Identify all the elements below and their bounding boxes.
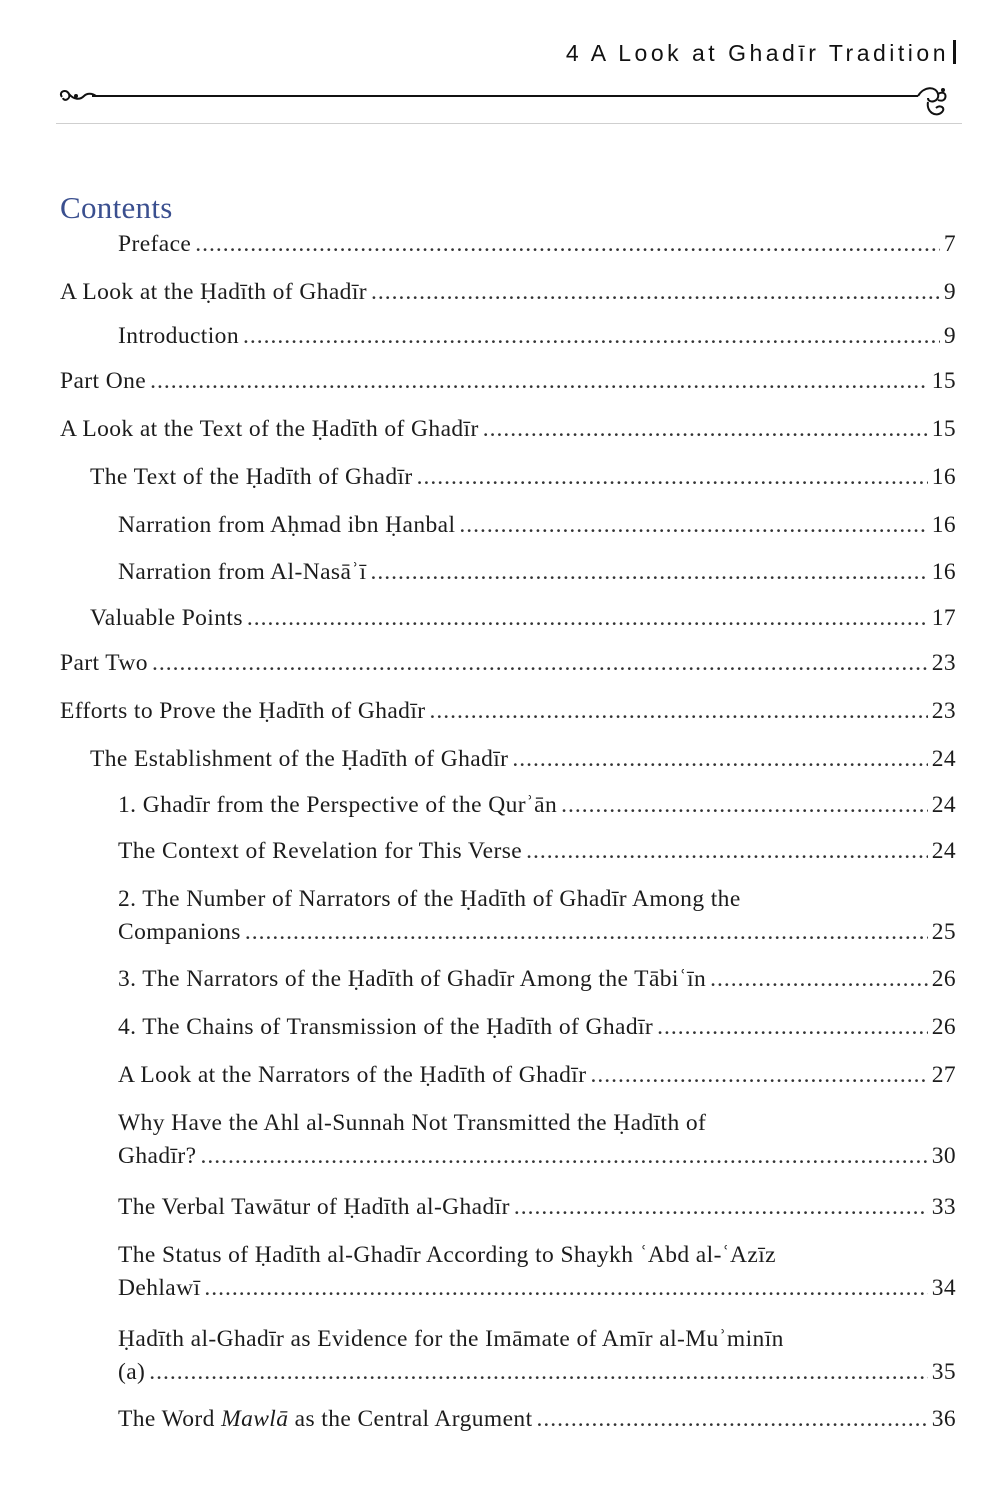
- toc-page-number: 23: [931, 698, 956, 724]
- toc-entry-title: The Verbal Tawātur of Ḥadīth al-Ghadīr: [118, 1194, 510, 1220]
- toc-page-number: 27: [931, 1062, 956, 1088]
- dot-leader: [417, 461, 928, 494]
- toc-entry[interactable]: [118, 556, 956, 589]
- toc-entry[interactable]: [90, 602, 956, 635]
- toc-entry[interactable]: [118, 835, 956, 868]
- toc-entry-title: Valuable Points: [90, 605, 243, 631]
- toc-page-number: 26: [931, 966, 956, 992]
- running-header: [566, 40, 956, 67]
- toc-page-number: 26: [931, 1014, 956, 1040]
- toc-entry[interactable]: [60, 365, 956, 398]
- dot-leader: [370, 556, 927, 589]
- dot-leader: [430, 695, 928, 728]
- toc-entry[interactable]: [118, 1403, 956, 1436]
- dot-leader: [243, 320, 940, 353]
- dot-leader: [657, 1011, 928, 1044]
- dot-leader: [201, 1140, 928, 1173]
- dot-leader: [195, 228, 940, 261]
- dot-leader: [371, 276, 940, 309]
- toc-entry-title: Dehlawī: [118, 1275, 201, 1301]
- dot-leader: [512, 743, 927, 776]
- dot-leader: [526, 835, 928, 868]
- toc-page-number: 24: [931, 792, 956, 818]
- toc-entry-title: Preface: [118, 231, 192, 257]
- toc-page-number: 24: [931, 838, 956, 864]
- toc-entry[interactable]: [60, 647, 956, 680]
- toc-entry-title: 1. Ghadīr from the Perspective of the Qurʾān: [118, 792, 558, 818]
- toc-entry-title: The Text of the Ḥadīth of Ghadīr: [90, 464, 413, 490]
- toc-page-number: 24: [931, 746, 956, 772]
- dot-leader: [710, 963, 928, 996]
- toc-entry-title: Companions: [118, 919, 241, 945]
- toc-entry[interactable]: [118, 1239, 956, 1305]
- toc-entry[interactable]: [118, 963, 956, 996]
- toc-page-number: 15: [931, 416, 956, 442]
- header-divider: [56, 123, 962, 124]
- toc-page-number: 36: [931, 1406, 956, 1432]
- toc-entry-title: Part Two: [60, 650, 148, 676]
- toc-entry[interactable]: [118, 320, 956, 353]
- toc-entry[interactable]: [118, 1191, 956, 1224]
- toc-page-number: 17: [931, 605, 956, 631]
- toc-page-number: 25: [931, 919, 956, 945]
- toc-entry-title: Efforts to Prove the Ḥadīth of Ghadīr: [60, 698, 426, 724]
- toc-entry[interactable]: [118, 1107, 956, 1173]
- dot-leader: [459, 509, 927, 542]
- toc-entry-title: 4. The Chains of Transmission of the Ḥadīth of Ghadīr: [118, 1014, 654, 1040]
- toc-page-number: 7: [943, 231, 956, 257]
- dot-leader: [204, 1272, 927, 1305]
- toc-page-number: 9: [943, 279, 956, 305]
- toc-entry-title: Ghadīr?: [118, 1143, 197, 1169]
- toc-entry[interactable]: [60, 413, 956, 446]
- toc-entry-title: Narration from Al-Nasāʾī: [118, 559, 367, 585]
- contents-heading: Contents: [60, 190, 173, 225]
- toc-entry[interactable]: [60, 276, 956, 309]
- toc-entry[interactable]: [118, 228, 956, 261]
- dot-leader: [245, 916, 928, 949]
- toc-entry-title-line: 2. The Number of Narrators of the Ḥadīth of Ghadīr Among the: [118, 886, 741, 912]
- toc-entry-title: The Word Mawlā as the Central Argument: [118, 1406, 533, 1432]
- toc-entry-title-line: Ḥadīth al-Ghadīr as Evidence for the Imāmate of Amīr al-Muʾminīn: [118, 1326, 784, 1352]
- dot-leader: [150, 365, 928, 398]
- toc-entry[interactable]: [60, 695, 956, 728]
- dot-leader: [590, 1059, 927, 1092]
- header-bar: [953, 40, 956, 64]
- toc-entry-title: The Establishment of the Ḥadīth of Ghadīr: [90, 746, 509, 772]
- toc-page-number: 9: [943, 323, 956, 349]
- toc-entry[interactable]: [90, 743, 956, 776]
- toc-entry-title-line: The Status of Ḥadīth al-Ghadīr According to Shaykh ʿAbd al-ʿAzīz: [118, 1242, 776, 1268]
- dot-leader: [537, 1403, 928, 1436]
- running-title: 4 A Look at Ghadīr Tradition: [565, 40, 949, 66]
- dot-leader: [149, 1356, 927, 1389]
- toc-entry[interactable]: [90, 461, 956, 494]
- toc-entry[interactable]: [118, 1323, 956, 1389]
- toc-page-number: 23: [931, 650, 956, 676]
- toc-page-number: 16: [931, 559, 956, 585]
- toc-entry-title: 3. The Narrators of the Ḥadīth of Ghadīr Among the Tābiʿīn: [118, 966, 707, 992]
- toc-page-number: 15: [931, 368, 956, 394]
- dot-leader: [152, 647, 928, 680]
- toc-entry-title: A Look at the Narrators of the Ḥadīth of Ghadīr: [118, 1062, 587, 1088]
- toc-entry-title: Introduction: [118, 323, 239, 349]
- ornamental-rule-icon: [56, 82, 956, 122]
- toc-entry[interactable]: [118, 789, 956, 822]
- toc-entry-title: (a): [118, 1359, 146, 1385]
- toc-page-number: 35: [931, 1359, 956, 1385]
- toc-entry[interactable]: [118, 1011, 956, 1044]
- toc-entry-title: A Look at the Text of the Ḥadīth of Ghadīr: [60, 416, 479, 442]
- toc-entry[interactable]: [118, 883, 956, 949]
- toc-entry-title: Part One: [60, 368, 147, 394]
- toc-entry[interactable]: [118, 1059, 956, 1092]
- toc-page-number: 34: [931, 1275, 956, 1301]
- toc-page-number: 16: [931, 512, 956, 538]
- toc-entry-title-line: Why Have the Ahl al-Sunnah Not Transmitted the Ḥadīth of: [118, 1110, 707, 1136]
- dot-leader: [483, 413, 928, 446]
- toc-page-number: 33: [931, 1194, 956, 1220]
- toc-page-number: 30: [931, 1143, 956, 1169]
- toc-entry-title: The Context of Revelation for This Verse: [118, 838, 523, 864]
- toc-page-number: 16: [931, 464, 956, 490]
- dot-leader: [247, 602, 928, 635]
- dot-leader: [514, 1191, 928, 1224]
- toc-entry-title: A Look at the Ḥadīth of Ghadīr: [60, 279, 367, 305]
- dot-leader: [561, 789, 928, 822]
- toc-entry[interactable]: [118, 509, 956, 542]
- toc-entry-title: Narration from Aḥmad ibn Ḥanbal: [118, 512, 456, 538]
